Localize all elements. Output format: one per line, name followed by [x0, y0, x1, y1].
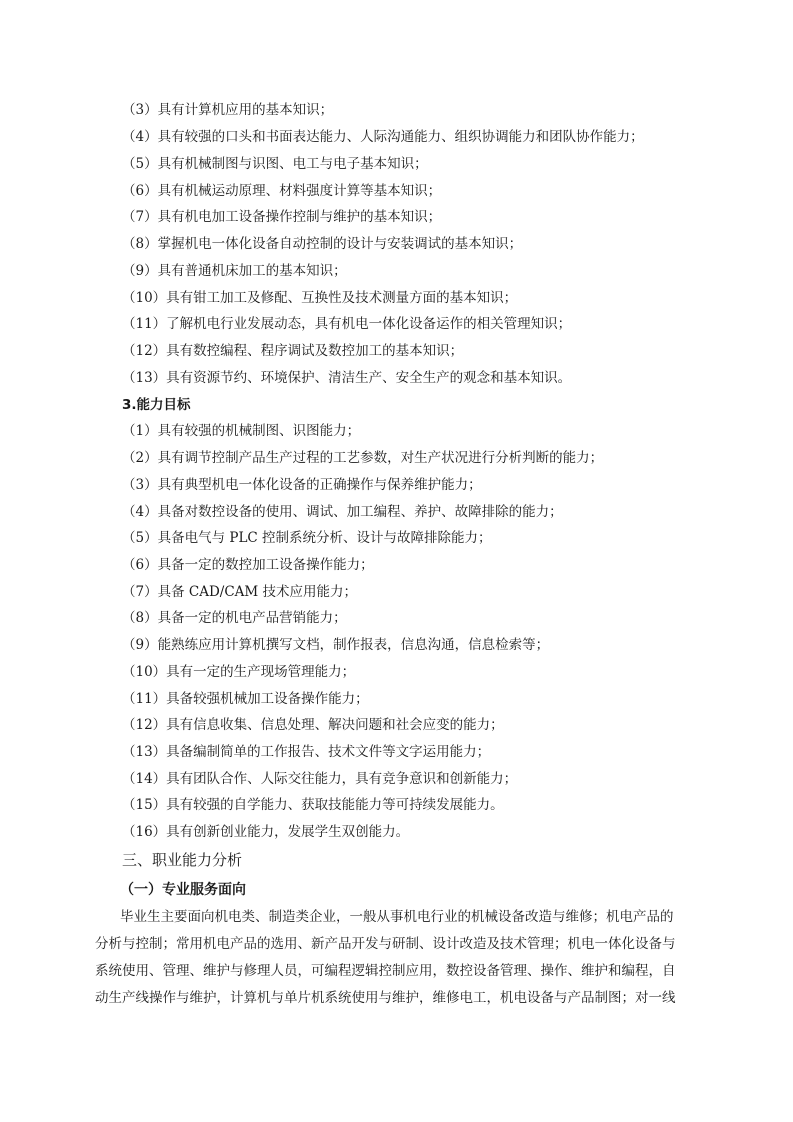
paragraph-line: 系统使用、管理、维护与修理人员，可编程逻辑控制应用，数控设备管理、操作、维护和编程，自	[95, 963, 676, 979]
knowledge-item: （7）具有机电加工设备操作控制与维护的基本知识；	[122, 209, 442, 225]
ability-item: （13）具备编制简单的工作报告、技术文件等文字运用能力；	[122, 744, 491, 760]
paragraph-line: 分析与控制；常用机电产品的选用、新产品开发与研制、设计改造及技术管理；机电一体化设备与	[95, 936, 676, 952]
knowledge-item: （4）具有较强的口头和书面表达能力、人际沟通能力、组织协调能力和团队协作能力；	[122, 129, 644, 145]
ability-item: （16）具有创新创业能力，发展学生双创能力。	[122, 824, 410, 840]
ability-item: （8）具备一定的机电产品营销能力；	[122, 610, 347, 626]
paragraph-line: 毕业生主要面向机电类、制造类企业，一般从事机电行业的机械设备改造与维修；机电产品的	[120, 909, 674, 925]
section-title: 三、职业能力分析	[122, 851, 243, 869]
knowledge-item: （8）掌握机电一体化设备自动控制的设计与安装调试的基本知识；	[122, 236, 523, 252]
knowledge-item: （12）具有数控编程、程序调试及数控加工的基本知识；	[122, 343, 464, 359]
knowledge-item: （11）了解机电行业发展动态，具有机电一体化设备运作的相关管理知识；	[122, 316, 572, 332]
ability-item: （4）具备对数控设备的使用、调试、加工编程、养护、故障排除的能力；	[122, 504, 563, 520]
paragraph-line: 动生产线操作与维护，计算机与单片机系统使用与维护，维修电工，机电设备与产品制图；对一线	[95, 990, 676, 1006]
ability-heading: 3.能力目标	[122, 397, 191, 413]
ability-item: （6）具备一定的数控加工设备操作能力；	[122, 557, 374, 573]
subsection-title: （一）专业服务面向	[120, 882, 246, 898]
knowledge-item: （3）具有计算机应用的基本知识；	[122, 102, 334, 118]
ability-item: （3）具有典型机电一体化设备的正确操作与保养维护能力；	[122, 477, 482, 493]
ability-item: （10）具有一定的生产现场管理能力；	[122, 664, 356, 680]
knowledge-item: （10）具有钳工加工及修配、互换性及技术测量方面的基本知识；	[122, 290, 518, 306]
knowledge-item: （6）具有机械运动原理、材料强度计算等基本知识；	[122, 183, 442, 199]
ability-item: （2）具有调节控制产品生产过程的工艺参数，对生产状况进行分析判断的能力；	[122, 450, 604, 466]
ability-item: （11）具备较强机械加工设备操作能力；	[122, 691, 369, 707]
knowledge-item: （9）具有普通机床加工的基本知识；	[122, 263, 347, 279]
ability-item: （12）具有信息收集、信息处理、解决问题和社会应变的能力；	[122, 717, 504, 733]
knowledge-item: （13）具有资源节约、环境保护、清洁生产、安全生产的观念和基本知识。	[122, 370, 572, 386]
knowledge-item: （5）具有机械制图与识图、电工与电子基本知识；	[122, 156, 428, 172]
ability-item: （5）具备电气与 PLC 控制系统分析、设计与故障排除能力；	[122, 530, 492, 546]
ability-item: （14）具有团队合作、人际交往能力，具有竞争意识和创新能力；	[122, 771, 518, 787]
ability-item: （1）具有较强的机械制图、识图能力；	[122, 423, 361, 439]
ability-item: （7）具备 CAD/CAM 技术应用能力；	[122, 584, 358, 600]
ability-item: （15）具有较强的自学能力、获取技能能力等可持续发展能力。	[122, 797, 504, 813]
ability-item: （9）能熟练应用计算机撰写文档，制作报表，信息沟通，信息检索等；	[122, 637, 550, 653]
